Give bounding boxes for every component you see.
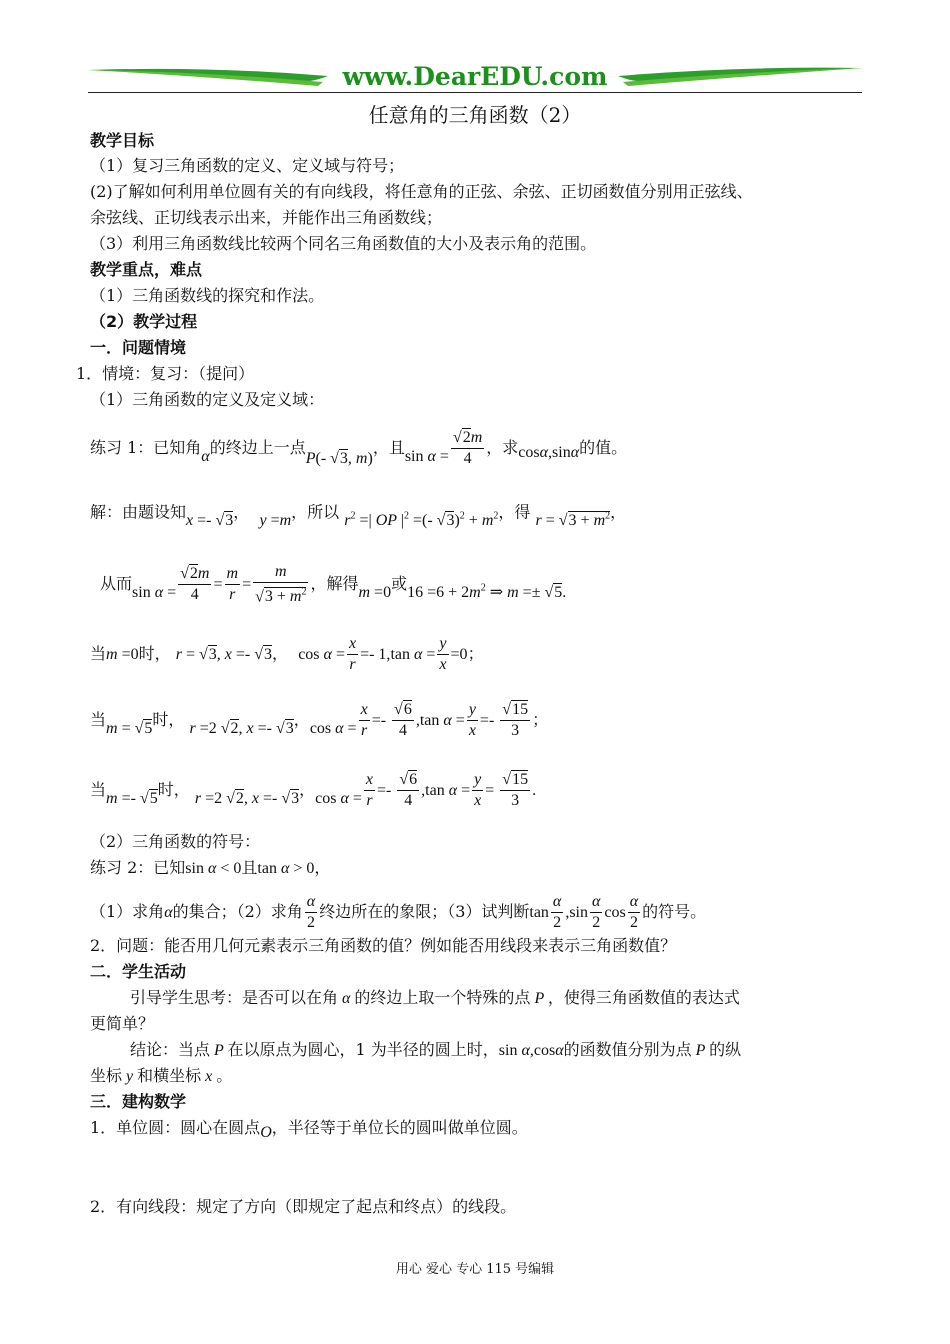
section-2-para-1-cont: 更简单？ xyxy=(90,1014,155,1033)
goal-2a: (2)了解如何利用单位圆有关的有向线段，将任意角的正弦、余弦、正切函数值分别用正弦线、 xyxy=(90,182,753,201)
section-2-para-2: 结论：当点 P 在以原点为圆心，1 为半径的圆上时，sin α,cosα的函数值分别为点 P 的纵 xyxy=(130,1040,742,1059)
goal-2b: 余弦线、正切线表示出来，并能作出三角函数线； xyxy=(90,208,443,227)
exercise-2-questions: （1）求角α的集合；（2）求角 $\frac{\alpha}{2}$ 终边所在的象限；（3）试判断tan $\frac{\alpha}{2}$ ,sin $\frac{\alpha}{2}$ cos $\frac{\alpha}{2}$ 的符号。 xyxy=(90,893,707,931)
section-2-para-1: 引导学生思考：是否可以在角 α 的终边上取一个特殊的点 P ，使得三角函数值的表达式 xyxy=(130,988,740,1007)
case-m-minus-root5: 当m =- √5时， r =2 √2, x =- √3，cos α = $\frac{x}{r}$ =- $\frac{√6}{4}$ ,tan α = $\frac{y}{x}$ = $\frac{√15}{3}$ . xyxy=(90,771,537,809)
section-1-heading: 一．问题情境 xyxy=(90,338,187,357)
section-3-heading: 三．建构数学 xyxy=(90,1092,187,1111)
section-3-item-1: 1．单位圆：圆心在圆点O，半径等于单位长的圆叫做单位圆。 xyxy=(90,1118,528,1141)
page-footer: 用心 爱心 专心 115 号编辑 xyxy=(395,1262,555,1277)
key-1: （1）三角函数线的探究和作法。 xyxy=(90,286,325,305)
page-title: 任意角的三角函数（2） xyxy=(368,103,582,127)
goal-1: （1）复习三角函数的定义、定义域与符号； xyxy=(90,156,405,175)
site-logo: www.DearEDU.com xyxy=(342,62,608,91)
key-2: （2）教学过程 xyxy=(90,312,198,331)
section-2-para-2-cont: 坐标 y 和横坐标 x 。 xyxy=(90,1066,233,1085)
exercise-1: 练习 1：已知角α的终边上一点P(- √3, m)，且sin α = $\frac{√2m}{4}$ ，求cosα,sinα的值。 xyxy=(90,429,628,467)
section-1-item-1: 1．情境：复习：（提问） xyxy=(76,364,255,383)
site-header xyxy=(88,62,862,96)
section-2-heading: 二．学生活动 xyxy=(90,962,187,981)
key-heading: 教学重点，难点 xyxy=(90,260,203,279)
case-m-zero: 当m =0时， r = √3, x =- √3， cos α = $\frac{x}{r}$ =- 1,tan α = $\frac{y}{x}$ =0； xyxy=(90,635,484,673)
case-m-plus-root5: 当m = √5时， r =2 √2, x =- √3，cos α = $\frac{x}{r}$ =- $\frac{√6}{4}$ ,tan α = $\frac{y}{x}$ =- $\frac{√15}{3}$ ； xyxy=(90,701,549,739)
exercise-2: 练习 2：已知sin α < 0且tan α > 0， xyxy=(90,858,331,877)
goals-heading: 教学目标 xyxy=(90,131,155,150)
section-3-item-2: 2．有向线段：规定了方向（即规定了起点和终点）的线段。 xyxy=(90,1197,517,1216)
section-1-sub-1: （1）三角函数的定义及定义域： xyxy=(90,390,325,409)
solution-line-2: 从而sin α = $\frac{√2m}{4}$ = $\frac{m}{r}$ = $\frac{m}{√3 + m^2}$ ，解得m =0或$16 =6 + 2m^2$ ⇒ m =± √5. xyxy=(100,563,567,606)
goal-3: （3）利用三角函数线比较两个同名三角函数值的大小及表示角的范围。 xyxy=(90,234,597,253)
sub-2: （2）三角函数的符号： xyxy=(90,832,261,851)
section-1-item-2: 2．问题：能否用几何元素表示三角函数的值？例如能否用线段来表示三角函数值？ xyxy=(90,936,677,955)
header-rule xyxy=(88,92,862,93)
solution-line-1: 解：由题设知x =- √3， y =m，所以 $r^2$ =| OP $|^2$ =(- $√3)^2 + m^2$，得 $r = √3 + m^2$， xyxy=(90,502,627,530)
